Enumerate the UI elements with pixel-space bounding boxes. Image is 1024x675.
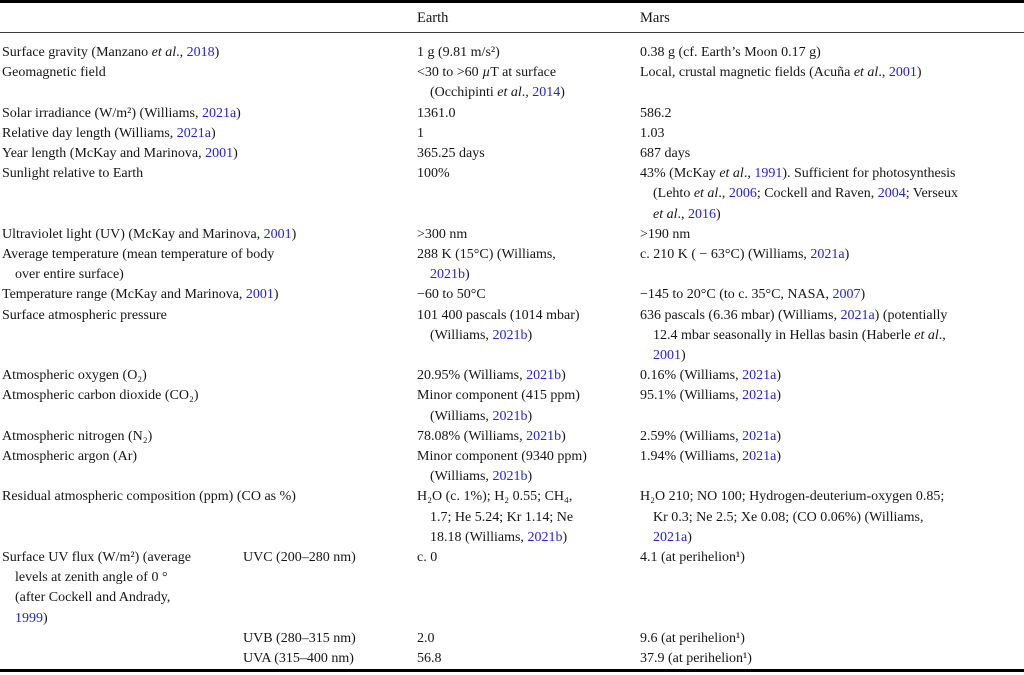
text-run: (Williams, xyxy=(430,327,493,343)
citation-link[interactable]: 2021b xyxy=(526,428,562,444)
table-row xyxy=(0,33,1024,64)
text-run: ) xyxy=(465,267,470,283)
text-line xyxy=(2,285,417,305)
text-run: 1.7; He 5.24; Kr 1.14; Ne xyxy=(430,509,574,525)
property-cell xyxy=(0,164,417,225)
text-run: ) xyxy=(776,449,781,465)
table-row xyxy=(0,447,1024,487)
table-row xyxy=(0,63,1024,103)
citation-link[interactable]: 2016 xyxy=(688,206,716,222)
text-line xyxy=(2,164,417,184)
text-run: UVB (280–315 nm) xyxy=(243,630,356,646)
earth-cell xyxy=(417,33,640,64)
text-run: Atmospheric carbon dioxide (CO₂) xyxy=(2,388,199,404)
text-line xyxy=(640,184,1024,204)
citation-link[interactable]: 2021a xyxy=(742,388,777,404)
citation-link[interactable]: 2021b xyxy=(430,267,465,283)
text-line xyxy=(640,326,1024,346)
text-run: ) xyxy=(560,85,565,101)
table-row xyxy=(0,487,1024,548)
text-line xyxy=(417,508,640,528)
mars-cell xyxy=(640,366,1024,386)
text-line xyxy=(417,83,640,103)
text-line xyxy=(417,285,640,305)
text-run: ) xyxy=(43,610,48,626)
citation-link[interactable]: 2021a xyxy=(742,368,777,384)
earth-cell xyxy=(417,144,640,164)
text-line xyxy=(417,245,640,265)
text-line xyxy=(2,225,417,245)
text-run: 586.2 xyxy=(640,105,672,121)
text-line xyxy=(2,144,417,164)
text-run: 1 xyxy=(417,125,424,141)
text-line xyxy=(417,407,640,427)
text-line xyxy=(417,124,640,144)
table-row xyxy=(0,629,1024,649)
text-run: 4.1 (at perihelion¹) xyxy=(640,550,745,566)
text-run: ) xyxy=(527,327,533,343)
text-run: 20.95% (Williams, xyxy=(417,368,527,384)
property-cell xyxy=(0,548,243,629)
citation-link[interactable]: 2021b xyxy=(492,408,528,424)
text-run: 95.1% (Williams, xyxy=(640,388,743,404)
citation-link[interactable]: 2001 xyxy=(888,65,917,81)
mars-cell xyxy=(640,225,1024,245)
text-line xyxy=(417,467,640,487)
text-line xyxy=(417,306,640,326)
earth-cell xyxy=(417,225,640,245)
header-row xyxy=(0,2,1024,33)
text-run: 43% (McKay xyxy=(640,166,720,182)
earth-cell xyxy=(417,306,640,367)
text-line xyxy=(417,649,640,669)
text-run: ) xyxy=(776,368,781,384)
column-header-mars xyxy=(640,2,1024,33)
text-line xyxy=(640,245,1024,265)
property-cell xyxy=(0,144,417,164)
mars-cell xyxy=(640,447,1024,487)
citation-link[interactable]: 2004 xyxy=(877,186,906,202)
citation-link[interactable]: 2021a xyxy=(653,529,688,545)
text-run: Sunlight relative to Earth xyxy=(2,166,144,182)
text-run: UVC (200–280 nm) xyxy=(243,550,356,566)
text-line xyxy=(417,487,640,507)
text-run: (Occhipinti xyxy=(430,85,498,101)
text-run: 1 g (9.81 m/s²) xyxy=(417,45,500,60)
text-line xyxy=(2,447,417,467)
mars-header-label: Mars xyxy=(640,10,670,26)
text-run: 2.59% (Williams, xyxy=(640,428,743,444)
text-line xyxy=(640,649,1024,669)
text-run: 56.8 xyxy=(417,651,442,667)
text-run: ) xyxy=(236,105,241,121)
text-run: 1.94% (Williams, xyxy=(640,449,743,465)
text-run: et al xyxy=(914,327,939,343)
text-run: ) xyxy=(233,146,238,162)
property-cell xyxy=(0,649,243,671)
text-line xyxy=(417,548,640,568)
earth-cell xyxy=(417,629,640,649)
text-run: ., xyxy=(938,327,946,343)
text-run: 101 400 pascals (1014 mbar) xyxy=(417,307,580,323)
mars-cell xyxy=(640,548,1024,629)
text-run: ) xyxy=(916,65,922,81)
text-run: T at surface xyxy=(490,65,557,81)
text-run: 288 K (15°C) (Williams, xyxy=(417,247,556,263)
text-run: (after Cockell and Andrady, xyxy=(15,590,171,606)
citation-link[interactable]: 2001 xyxy=(653,348,681,364)
text-run: ) xyxy=(776,428,781,444)
text-run: −60 to 50°C xyxy=(417,287,486,303)
text-line xyxy=(640,528,1024,548)
text-run: ; Verseux xyxy=(905,186,958,202)
text-line xyxy=(417,386,640,406)
citation-link[interactable]: 2021b xyxy=(492,469,528,485)
citation-link[interactable]: 2001 xyxy=(205,146,234,162)
citation-link[interactable]: 2001 xyxy=(263,226,292,242)
table-row xyxy=(0,225,1024,245)
text-run: Relative day length (Williams, xyxy=(2,125,177,141)
text-run: ) xyxy=(561,428,566,444)
property-cell xyxy=(0,629,243,649)
earth-cell xyxy=(417,124,640,144)
text-run: Surface gravity (Manzano xyxy=(2,45,152,60)
text-run: ., xyxy=(878,65,889,81)
table-row xyxy=(0,104,1024,124)
earth-cell xyxy=(417,649,640,671)
table-row xyxy=(0,306,1024,367)
text-line xyxy=(640,548,1024,568)
mars-cell xyxy=(640,124,1024,144)
text-line xyxy=(243,548,417,568)
text-line xyxy=(2,104,417,124)
text-line xyxy=(640,164,1024,184)
text-run: et al xyxy=(653,206,678,222)
text-run: Temperature range (McKay and Marinova, xyxy=(2,287,246,303)
earth-header-label: Earth xyxy=(417,10,449,26)
citation-link[interactable]: 1991 xyxy=(754,166,783,182)
text-line xyxy=(640,629,1024,649)
text-run: ) xyxy=(214,45,220,60)
text-run: ) xyxy=(716,206,721,222)
text-run: 37.9 (at perihelion¹) xyxy=(640,651,752,667)
citation-link[interactable]: 2001 xyxy=(245,287,274,303)
uv-band-cell xyxy=(243,548,417,629)
citation-link[interactable]: 2021a xyxy=(176,125,211,141)
text-line xyxy=(2,43,417,63)
text-run: ) xyxy=(776,388,781,404)
text-run: Atmospheric nitrogen (N₂) xyxy=(2,428,153,444)
text-run: 687 days xyxy=(640,146,691,162)
citation-link[interactable]: 2021a xyxy=(840,307,875,323)
text-line xyxy=(640,124,1024,144)
text-line xyxy=(417,225,640,245)
citation-link[interactable]: 2021a xyxy=(742,428,777,444)
text-run: ) xyxy=(273,287,279,303)
text-run: Ultraviolet light (UV) (McKay and Marinova, xyxy=(2,226,264,242)
text-line xyxy=(2,366,417,386)
text-run: 636 pascals (6.36 mbar) (Williams, xyxy=(640,307,841,323)
property-cell xyxy=(0,447,417,487)
citation-link[interactable]: 2007 xyxy=(832,287,861,303)
table-row xyxy=(0,427,1024,447)
text-line xyxy=(417,629,640,649)
text-line xyxy=(640,144,1024,164)
text-line xyxy=(243,649,417,669)
earth-cell xyxy=(417,104,640,124)
mars-cell xyxy=(640,33,1024,64)
text-line xyxy=(640,427,1024,447)
text-line xyxy=(2,386,417,406)
earth-cell xyxy=(417,487,640,548)
text-line xyxy=(2,427,417,447)
text-line xyxy=(417,164,640,184)
text-run: µ xyxy=(482,65,491,81)
table-row xyxy=(0,386,1024,426)
mars-cell xyxy=(640,104,1024,124)
table-header xyxy=(0,2,1024,33)
text-run: ) xyxy=(561,368,566,384)
property-cell xyxy=(0,245,417,285)
text-run: <30 to >60 xyxy=(417,65,483,81)
citation-link[interactable]: 2018 xyxy=(186,45,215,60)
column-header-property xyxy=(0,2,417,33)
text-line xyxy=(417,447,640,467)
table-row xyxy=(0,649,1024,671)
text-run: c. 210 K ( − 63°C) (Williams, xyxy=(640,247,811,263)
property-cell xyxy=(0,104,417,124)
text-run: 100% xyxy=(417,166,450,182)
text-line xyxy=(2,568,243,588)
text-run: ) (potentially xyxy=(874,307,948,323)
text-run: Atmospheric oxygen (O₂) xyxy=(2,368,147,384)
citation-link[interactable]: 2014 xyxy=(532,85,561,101)
text-line xyxy=(640,104,1024,124)
text-run: ., xyxy=(677,206,688,222)
text-run: Solar irradiance (W/m²) (Williams, xyxy=(2,105,202,121)
table-row xyxy=(0,144,1024,164)
text-line xyxy=(417,427,640,447)
citation-link[interactable]: 2021b xyxy=(527,529,563,545)
text-line xyxy=(2,609,243,629)
text-run: et al xyxy=(151,45,177,60)
text-run: Year length (McKay and Marinova, xyxy=(2,146,206,162)
text-run: 0.38 g (cf. Earth’s Moon 0.17 g) xyxy=(640,45,821,60)
mars-cell xyxy=(640,306,1024,367)
text-run: ) xyxy=(562,529,568,545)
citation-link[interactable]: 2021a xyxy=(742,449,777,465)
text-run: over entire surface) xyxy=(15,267,124,283)
text-run: >190 nm xyxy=(640,226,691,242)
text-run: Average temperature (mean temperature of body xyxy=(2,247,275,263)
mars-cell xyxy=(640,245,1024,285)
text-line xyxy=(2,588,243,608)
text-run: 365.25 days xyxy=(417,146,485,162)
text-run: et al xyxy=(853,65,879,81)
table-row xyxy=(0,285,1024,305)
citation-link[interactable]: 2021a xyxy=(810,247,845,263)
text-line xyxy=(2,548,243,568)
text-run: ) xyxy=(681,348,686,364)
citation-link[interactable]: 2006 xyxy=(728,186,757,202)
earth-cell xyxy=(417,285,640,305)
text-line xyxy=(417,43,640,63)
text-run: H₂O (c. 1%); H₂ 0.55; CH₄, xyxy=(417,489,573,505)
text-run: 78.08% (Williams, xyxy=(417,428,527,444)
text-run: ., xyxy=(718,186,729,202)
property-cell xyxy=(0,487,417,548)
text-line xyxy=(640,487,1024,507)
text-run: c. 0 xyxy=(417,550,438,566)
earth-cell xyxy=(417,63,640,103)
text-run: Minor component (415 ppm) xyxy=(417,388,580,404)
text-line xyxy=(640,447,1024,467)
text-line xyxy=(2,245,417,265)
text-run: (Lehto xyxy=(653,186,694,202)
text-line xyxy=(243,629,417,649)
text-line xyxy=(417,63,640,83)
text-line xyxy=(640,346,1024,366)
text-run: 0.16% (Williams, xyxy=(640,368,743,384)
text-run: ., xyxy=(176,45,187,60)
text-run: Surface atmospheric pressure xyxy=(2,307,167,323)
earth-cell xyxy=(417,245,640,285)
text-run: et al xyxy=(719,166,744,182)
mars-cell xyxy=(640,285,1024,305)
text-line xyxy=(640,366,1024,386)
citation-link[interactable]: 2021b xyxy=(526,368,562,384)
text-line xyxy=(640,508,1024,528)
text-run: H₂O 210; NO 100; Hydrogen-deuterium-oxygen 0.85; xyxy=(640,489,945,505)
property-cell xyxy=(0,427,417,447)
text-line xyxy=(640,43,1024,63)
text-run: 12.4 mbar seasonally in Hellas basin (Haberle xyxy=(653,327,915,343)
text-line xyxy=(2,63,417,83)
text-run: ) xyxy=(527,469,533,485)
property-cell xyxy=(0,33,417,64)
text-line xyxy=(640,225,1024,245)
text-run: ) xyxy=(527,408,533,424)
text-run: ., xyxy=(521,85,533,101)
mars-cell xyxy=(640,386,1024,426)
text-run: ). Sufficient for photosynthesis xyxy=(782,166,956,182)
text-line xyxy=(417,265,640,285)
text-run: ) xyxy=(211,125,216,141)
earth-cell xyxy=(417,427,640,447)
earth-cell xyxy=(417,548,640,629)
mars-cell xyxy=(640,164,1024,225)
text-run: (Williams, xyxy=(430,469,493,485)
property-cell xyxy=(0,285,417,305)
table-row xyxy=(0,548,1024,629)
earth-cell xyxy=(417,164,640,225)
text-line xyxy=(640,205,1024,225)
text-line xyxy=(2,265,417,285)
mars-cell xyxy=(640,487,1024,548)
text-run: 1.03 xyxy=(640,125,665,141)
text-run: ) xyxy=(844,247,850,263)
mars-cell xyxy=(640,629,1024,649)
column-header-earth xyxy=(417,2,640,33)
text-run: ) xyxy=(687,529,692,545)
text-run: levels at zenith angle of 0 ° xyxy=(15,570,168,586)
text-run: −145 to 20°C (to c. 35°C, NASA, xyxy=(640,287,833,303)
text-run: 1361.0 xyxy=(417,105,456,121)
citation-link[interactable]: 2021a xyxy=(201,105,237,121)
text-line xyxy=(640,386,1024,406)
text-run: Local, crustal magnetic fields (Acuña xyxy=(640,65,854,81)
text-run: et al xyxy=(497,85,522,101)
text-run: ; Cockell and Raven, xyxy=(756,186,878,202)
text-run: Kr 0.3; Ne 2.5; Xe 0.08; (CO 0.06%) (Williams, xyxy=(653,509,924,525)
property-cell xyxy=(0,386,417,426)
text-run: Geomagnetic field xyxy=(2,65,106,81)
table-row xyxy=(0,124,1024,144)
earth-cell xyxy=(417,386,640,426)
text-run: UVA (315–400 nm) xyxy=(243,651,354,667)
text-run: 9.6 (at perihelion¹) xyxy=(640,630,745,646)
earth-cell xyxy=(417,366,640,386)
text-run: Surface UV flux (W/m²) (average xyxy=(2,550,191,566)
table-row xyxy=(0,245,1024,285)
mars-cell xyxy=(640,144,1024,164)
text-run: et al xyxy=(693,186,719,202)
text-line xyxy=(640,285,1024,305)
text-run: ., xyxy=(743,166,755,182)
property-cell xyxy=(0,306,417,367)
text-run: (Williams, xyxy=(430,408,493,424)
citation-link[interactable]: 1999 xyxy=(15,610,43,626)
table-body xyxy=(0,33,1024,671)
text-run: Atmospheric argon (Ar) xyxy=(2,449,138,465)
text-run: Residual atmospheric composition (ppm) (CO as %) xyxy=(2,489,296,505)
text-run: 18.18 (Williams, xyxy=(430,529,528,545)
text-line xyxy=(2,306,417,326)
mars-cell xyxy=(640,649,1024,671)
text-line xyxy=(417,104,640,124)
citation-link[interactable]: 2021b xyxy=(492,327,528,343)
text-run: ) xyxy=(291,226,297,242)
text-run: >300 nm xyxy=(417,226,468,242)
property-cell xyxy=(0,63,417,103)
text-line xyxy=(640,63,1024,83)
text-line xyxy=(417,366,640,386)
text-run: Minor component (9340 ppm) xyxy=(417,449,587,465)
property-cell xyxy=(0,124,417,144)
property-cell xyxy=(0,366,417,386)
mars-cell xyxy=(640,427,1024,447)
text-line xyxy=(2,487,417,507)
text-line xyxy=(417,144,640,164)
earth-cell xyxy=(417,447,640,487)
text-run: 2.0 xyxy=(417,630,435,646)
uv-band-cell xyxy=(243,629,417,649)
mars-cell xyxy=(640,63,1024,103)
table-row xyxy=(0,164,1024,225)
text-line xyxy=(417,528,640,548)
table-row xyxy=(0,366,1024,386)
text-line xyxy=(2,124,417,144)
uv-band-cell xyxy=(243,649,417,671)
text-line xyxy=(417,326,640,346)
property-cell xyxy=(0,225,417,245)
text-run: ) xyxy=(860,287,866,303)
text-line xyxy=(640,306,1024,326)
